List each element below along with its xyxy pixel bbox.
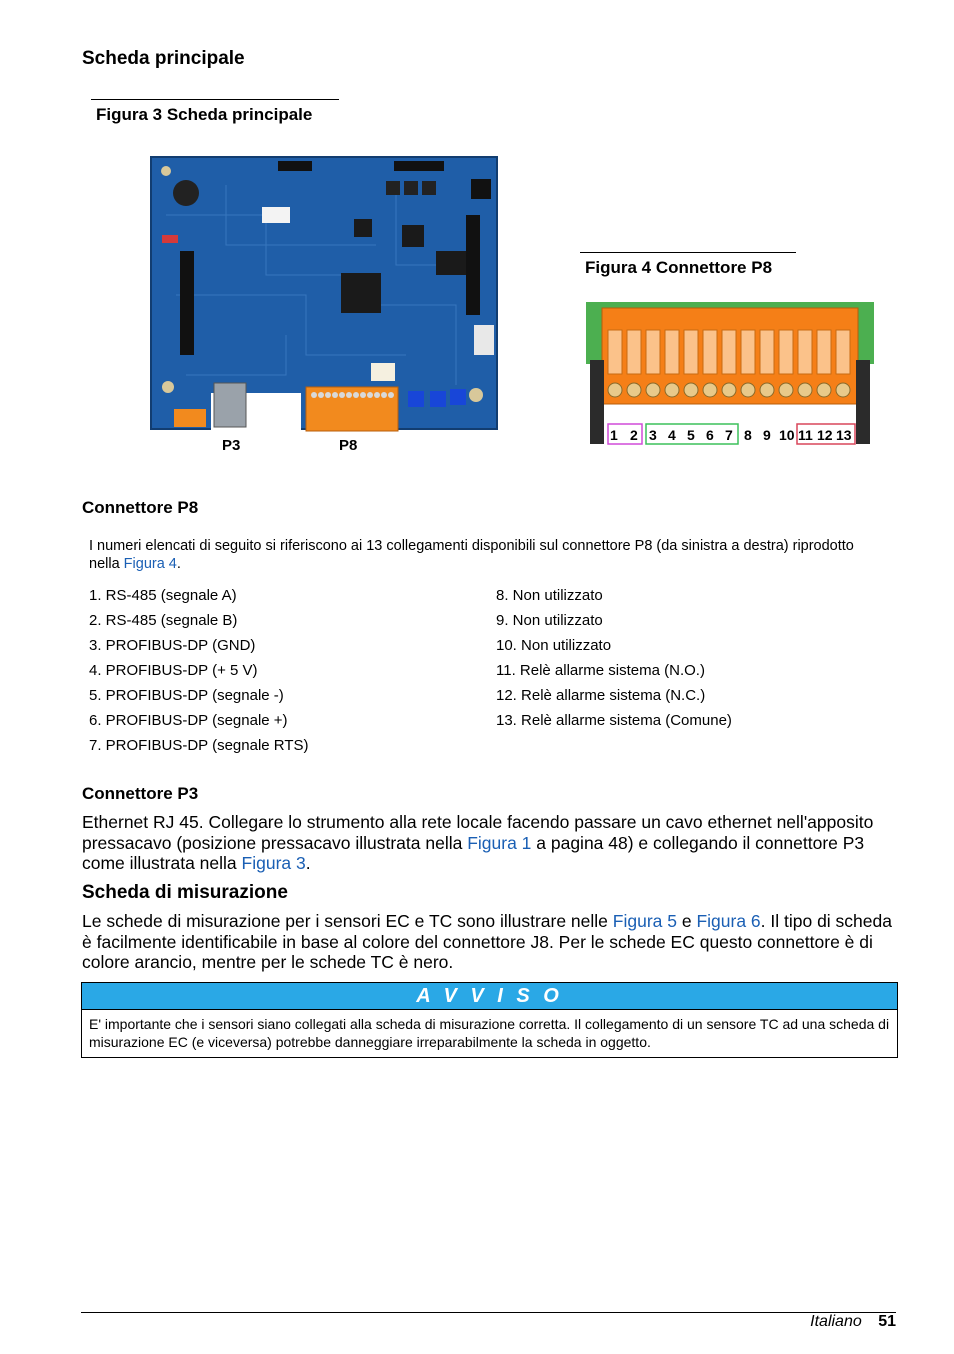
- pin-label: 7: [725, 427, 733, 443]
- figure3-rule: [91, 99, 339, 100]
- figure4-link[interactable]: Figura 4: [123, 556, 177, 572]
- pin-label: 9: [763, 427, 771, 443]
- measure-text: Le schede di misurazione per i sensori EC e TC sono illustrare nelle: [82, 911, 613, 931]
- measure-text: . Il tipo di scheda è facilmente identificabile in base al colore del connettore J8. Per le schede EC questo connettore è di colore arancio, mentre per le schede TC è nero.: [82, 911, 892, 972]
- p8-list-left: [89, 587, 469, 762]
- pin-label: 13: [836, 427, 852, 443]
- figure3-link[interactable]: Figura 3: [241, 853, 306, 873]
- pin-label: 1: [610, 427, 618, 443]
- pin-label: 3: [649, 427, 657, 443]
- figure5-link[interactable]: Figura 5: [612, 911, 677, 931]
- list-item: 9. Non utilizzato: [496, 612, 603, 629]
- pin-label: 6: [706, 427, 714, 443]
- p3-text: .: [305, 853, 311, 873]
- list-item: 6. PROFIBUS-DP (segnale +): [89, 712, 288, 729]
- list-item: 13. Relè allarme sistema (Comune): [496, 712, 732, 729]
- page-number: 51: [878, 1313, 896, 1330]
- pin-labels: [610, 427, 858, 445]
- measure-text: e: [676, 911, 697, 931]
- list-item: 12. Relè allarme sistema (N.C.): [496, 687, 706, 704]
- figure4-rule: [580, 252, 796, 253]
- main-board-image: [146, 155, 502, 455]
- p3-heading: Connettore P3: [82, 784, 199, 803]
- notice-title: A V V I S O: [82, 983, 897, 1010]
- p3-text: Ethernet RJ 45. Collegare lo strumento alla rete locale facendo passare un cavo ethernet nell'apposito pressacavo (posizione pressacavo illustrata nella: [82, 812, 874, 853]
- figure4-caption: Figura 4 Connettore P8: [585, 258, 773, 277]
- p8-heading: Connettore P8: [82, 498, 199, 517]
- pin-label: 12: [817, 427, 833, 443]
- notice-box: [81, 982, 898, 1058]
- footer-rule: [81, 1312, 896, 1313]
- measure-paragraph: [82, 911, 894, 973]
- p8-intro-text: I numeri elencati di seguito si riferiscono ai 13 collegamenti disponibili sul connettore P8 (da sinistra a destra) riprodotto nella: [89, 538, 854, 572]
- list-item: 4. PROFIBUS-DP (+ 5 V): [89, 662, 258, 679]
- pin-label: 8: [744, 427, 752, 443]
- notice-text: E' importante che i sensori siano collegati alla scheda di misurazione corretta. Il collegamento di un sensore TC ad una scheda di misurazione EC (e viceversa) potrebbe danneggiare irreparabilmente la scheda in oggetto.: [89, 1016, 890, 1050]
- list-item: 11. Relè allarme sistema (N.O.): [496, 662, 705, 679]
- list-item: 3. PROFIBUS-DP (GND): [89, 637, 256, 654]
- list-item: 8. Non utilizzato: [496, 587, 603, 604]
- pin-label: 4: [668, 427, 676, 443]
- pin-label: 5: [687, 427, 695, 443]
- list-item: 2. RS-485 (segnale B): [89, 612, 238, 629]
- footer: [810, 1313, 896, 1331]
- pin-label: 10: [779, 427, 795, 443]
- label-p8: P8: [339, 437, 358, 454]
- p3-paragraph: [82, 812, 894, 874]
- footer-language: Italiano: [810, 1313, 862, 1330]
- figure1-link[interactable]: Figura 1: [467, 832, 532, 853]
- measure-heading: Scheda di misurazione: [82, 882, 288, 903]
- figure3-caption: Figura 3 Scheda principale: [96, 105, 313, 124]
- p8-list-right: [496, 587, 876, 737]
- p3-text: a pagina 48) e collegando il connettore P3 come illustrata nella: [82, 832, 865, 873]
- figure6-link[interactable]: Figura 6: [696, 911, 761, 931]
- p8-intro: [89, 537, 879, 573]
- label-p3: P3: [222, 437, 241, 454]
- p8-intro-end: .: [176, 556, 181, 572]
- list-item: 10. Non utilizzato: [496, 637, 612, 654]
- list-item: 7. PROFIBUS-DP (segnale RTS): [89, 737, 309, 754]
- list-item: 1. RS-485 (segnale A): [89, 587, 237, 604]
- pin-label: 11: [798, 427, 813, 443]
- section-title: Scheda principale: [82, 48, 245, 69]
- list-item: 5. PROFIBUS-DP (segnale -): [89, 687, 284, 704]
- pin-label: 2: [630, 427, 638, 443]
